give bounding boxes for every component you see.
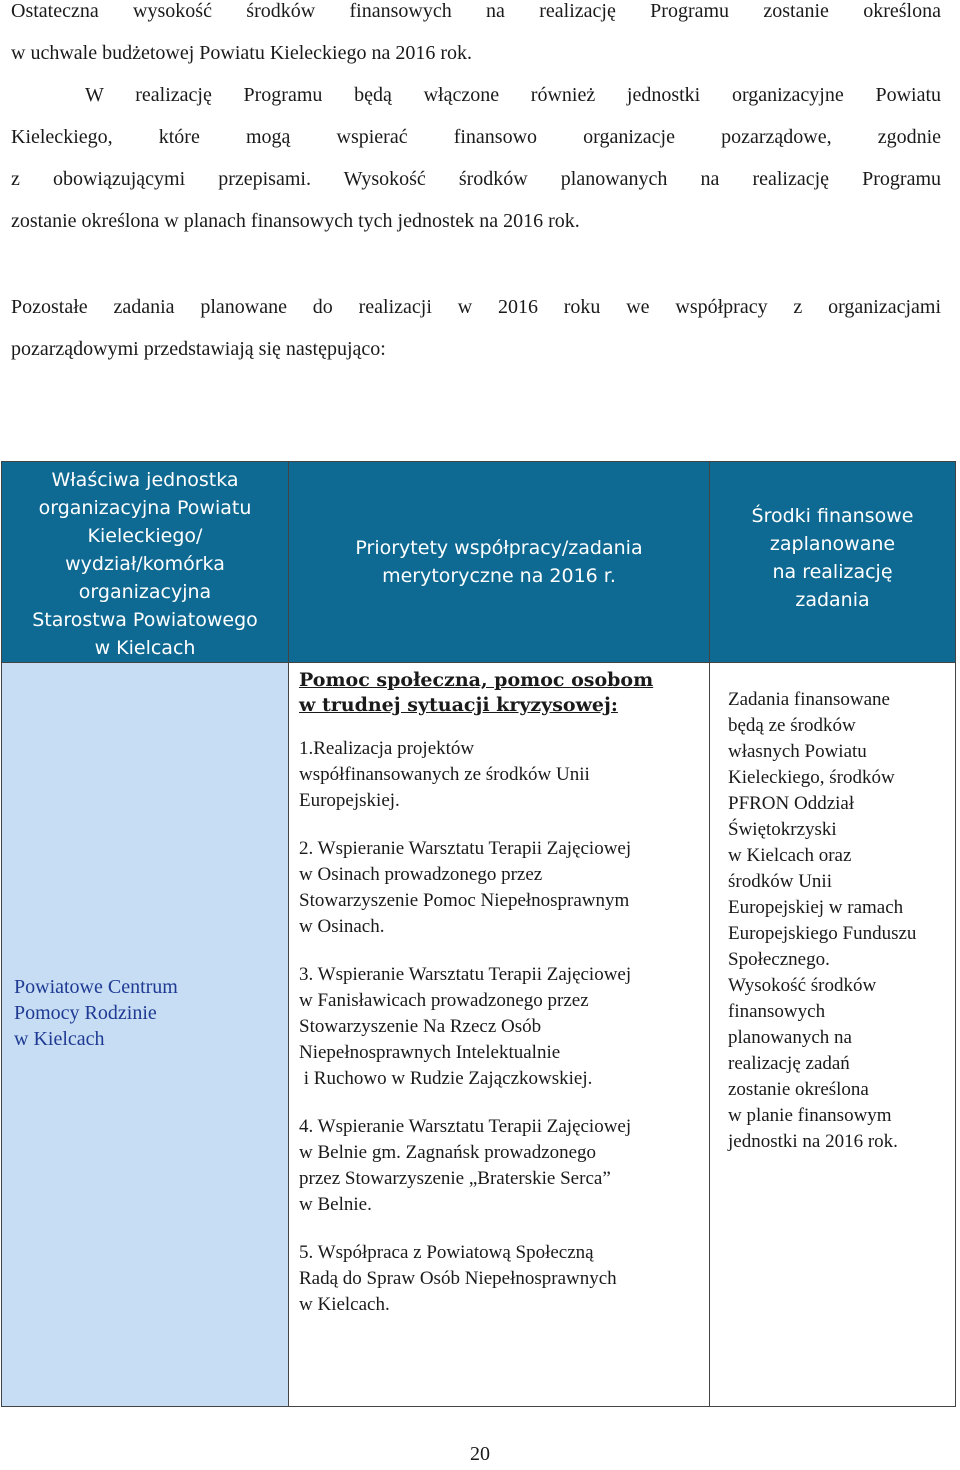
task-line: w Osinach. — [299, 916, 385, 937]
header-line: organizacyjna Powiatu — [38, 497, 252, 519]
header-line: Priorytety współpracy/zadania — [355, 537, 643, 559]
task-line: 4. Wspieranie Warsztatu Terapii Zajęciowej — [299, 1116, 632, 1137]
funding-line: własnych Powiatu — [728, 741, 867, 762]
intro-line: z obowiązującymi przepisami. Wysokość środków planowanych na realizację Programu — [11, 168, 941, 190]
intro-line: w uchwale budżetowej Powiatu Kieleckiego na 2016 rok. — [11, 42, 472, 64]
task-line: 1.Realizacja projektów — [299, 738, 475, 759]
intro-line: Kieleckiego, które mogą wspierać finansowo organizacje pozarządowe, zgodnie — [11, 126, 941, 148]
funding-line: Świętokrzyski — [728, 819, 837, 840]
funding-line: w Kielcach oraz — [728, 845, 852, 866]
task-item — [299, 962, 699, 1092]
funding-line: PFRON Oddział — [728, 793, 855, 814]
header-line: Starostwa Powiatowego — [32, 609, 258, 631]
unit-cell — [2, 663, 289, 1407]
task-line: Europejskiej. — [299, 790, 400, 811]
task-line: w Osinach prowadzonego przez — [299, 864, 543, 885]
funding-line: finansowych — [728, 1001, 826, 1022]
header-priorities — [289, 462, 710, 663]
priorities-cell — [289, 663, 710, 1407]
funding-line: realizację zadań — [728, 1053, 850, 1074]
funding-cell — [710, 663, 956, 1407]
priority-heading-line: w trudnej sytuacji kryzysowej: — [299, 694, 618, 716]
funding-line: środków Unii — [728, 871, 832, 892]
intro-paragraph-1 — [11, 0, 941, 242]
funding-line: w planie finansowym — [728, 1105, 892, 1126]
task-item — [299, 836, 699, 940]
unit-line: w Kielcach — [14, 1027, 105, 1050]
task-line: i Ruchowo w Rudzie Zajączkowskiej. — [299, 1068, 593, 1089]
intro-line: Ostateczna wysokość środków finansowych na realizację Programu zostanie określona — [11, 0, 941, 22]
task-line: przez Stowarzyszenie „Braterskie Serca” — [299, 1168, 611, 1189]
header-line: wydział/komórka — [65, 553, 225, 575]
task-line: w Belnie gm. Zagnańsk prowadzonego — [299, 1142, 597, 1163]
header-line: zadania — [795, 589, 870, 611]
task-item — [299, 736, 699, 814]
header-line: Właściwa jednostka — [51, 469, 239, 491]
funding-line: planowanych na — [728, 1027, 852, 1048]
funding-line: Zadania finansowane — [728, 689, 890, 710]
funding-line: Kieleckiego, środków — [728, 767, 895, 788]
task-line: 3. Wspieranie Warsztatu Terapii Zajęciowej — [299, 964, 632, 985]
intro-paragraph-3 — [11, 286, 941, 370]
task-line: współfinansowanych ze środków Unii — [299, 764, 590, 785]
funding-line: zostanie określona — [728, 1079, 869, 1100]
unit-line: Powiatowe Centrum — [14, 975, 178, 998]
task-line: w Fanisławicach prowadzonego przez — [299, 990, 589, 1011]
funding-line: jednostki na 2016 rok. — [728, 1131, 898, 1152]
task-item — [299, 1114, 699, 1218]
task-line: w Belnie. — [299, 1194, 372, 1215]
task-line: Stowarzyszenie Pomoc Niepełnosprawnym — [299, 890, 630, 911]
task-line: 5. Współpraca z Powiatową Społeczną — [299, 1242, 594, 1263]
cooperation-table — [1, 461, 956, 1407]
header-line: na realizację — [772, 561, 893, 583]
priority-heading — [299, 668, 699, 718]
intro-line: pozarządowymi przedstawiają się następująco: — [11, 338, 386, 360]
funding-line: Społecznego. — [728, 949, 830, 970]
intro-line: zostanie określona w planach finansowych tych jednostek na 2016 rok. — [11, 210, 580, 232]
task-line: Niepełnosprawnych Intelektualnie — [299, 1042, 561, 1063]
header-unit — [2, 462, 289, 663]
task-line: w Kielcach. — [299, 1294, 390, 1315]
header-line: Kieleckiego/ — [87, 525, 203, 547]
funding-line: Europejskiej w ramach — [728, 897, 904, 918]
page-number: 20 — [470, 1443, 490, 1465]
funding-line: będą ze środków — [728, 715, 856, 736]
header-line: Środki finansowe — [751, 505, 914, 527]
funding-line: Europejskiego Funduszu — [728, 923, 917, 944]
task-line: 2. Wspieranie Warsztatu Terapii Zajęciowej — [299, 838, 632, 859]
funding-line: Wysokość środków — [728, 975, 877, 996]
header-line: organizacyjna — [78, 581, 212, 603]
header-line: merytoryczne na 2016 r. — [382, 565, 616, 587]
unit-line: Pomocy Rodzinie — [14, 1001, 157, 1024]
task-item — [299, 1240, 699, 1318]
header-line: zaplanowane — [769, 533, 896, 555]
header-funding — [710, 462, 956, 663]
priority-heading-line: Pomoc społeczna, pomoc osobom — [299, 669, 654, 691]
intro-line: W realizację Programu będą włączone również jednostki organizacyjne Powiatu — [85, 84, 941, 106]
task-line: Stowarzyszenie Na Rzecz Osób — [299, 1016, 542, 1037]
intro-line: Pozostałe zadania planowane do realizacji w 2016 roku we współpracy z organizacjami — [11, 296, 941, 318]
header-line: w Kielcach — [94, 637, 196, 659]
task-line: Radą do Spraw Osób Niepełnosprawnych — [299, 1268, 617, 1289]
